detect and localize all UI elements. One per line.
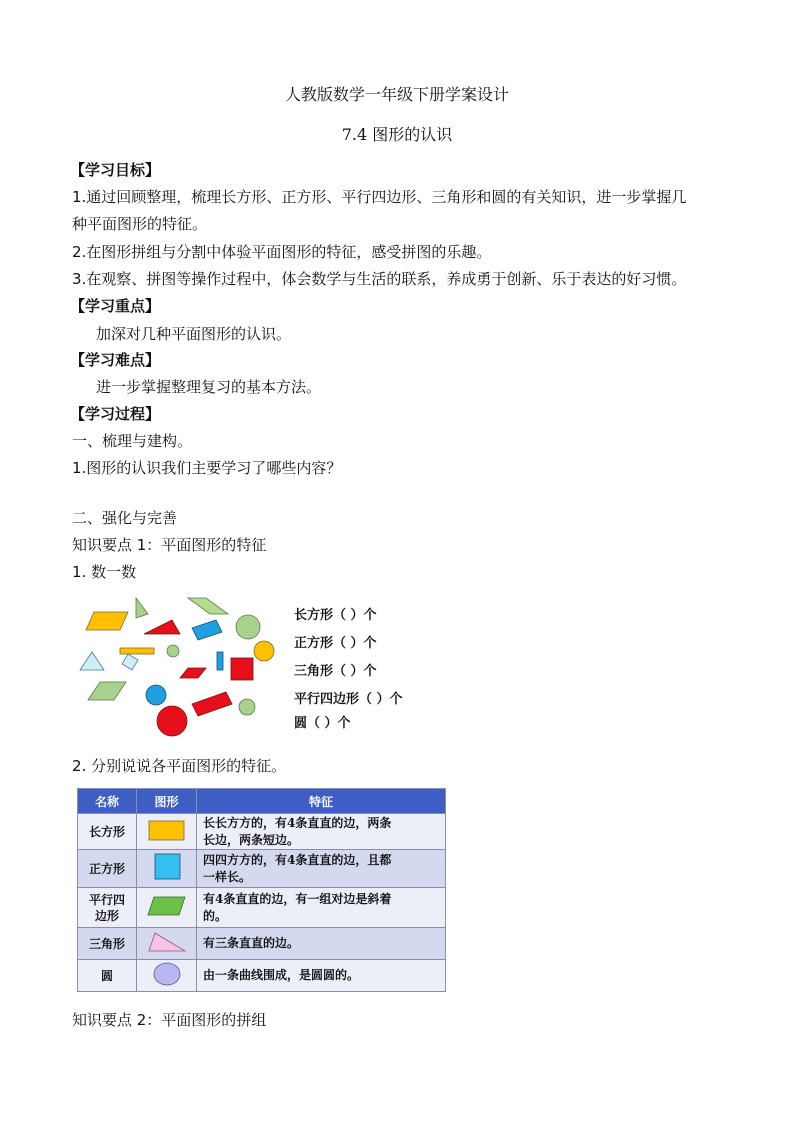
red-rect-tilted	[192, 692, 232, 716]
parallelogram-shape-icon	[145, 893, 189, 919]
rectangle-shape-icon	[147, 818, 187, 842]
row-name-text: 正方形	[88, 861, 125, 876]
red-circle	[157, 706, 187, 736]
table-row-parallelogram	[78, 888, 446, 928]
table-row-circle	[78, 960, 446, 992]
objective-1-line-2: 种平面图形的特征。	[72, 215, 208, 233]
count-parallelogram: 平行四边形（ ）个	[294, 692, 403, 707]
row-name	[78, 960, 137, 992]
question-1: 1.图形的认识我们主要学习了哪些内容？	[72, 459, 342, 477]
row-shape	[137, 960, 197, 992]
table-row-square	[78, 850, 446, 888]
green-parallelogram-bottom	[88, 682, 126, 700]
row-shape	[137, 888, 197, 928]
objective-3: 3.在观察、拼图等操作过程中，体会数学与生活的联系，养成勇于创新、乐于表达的好习惯。	[72, 270, 687, 288]
red-square	[231, 658, 253, 680]
row-name	[78, 850, 137, 888]
table-row-rectangle	[78, 814, 446, 850]
blue-circle	[146, 685, 166, 705]
question-2: 2. 分别说说各平面图形的特征。	[72, 757, 287, 775]
red-triangle	[144, 620, 180, 634]
row-name-text: 三角形	[88, 936, 125, 951]
triangle-shape-icon	[145, 929, 189, 955]
row-shape	[137, 850, 197, 888]
row-desc-line-1: 四四方方的，有4条直直的边，且都	[203, 852, 392, 867]
objectives-heading: 【学习目标】	[70, 161, 161, 179]
row-desc-line-1: 由一条曲线围成，是圆圆的。	[203, 968, 360, 982]
row-desc	[197, 960, 446, 992]
row-desc-line-1: 有三条直直的边。	[203, 936, 300, 950]
green-circle-bottom	[239, 699, 255, 715]
green-parallelogram-top	[188, 598, 228, 614]
light-blue-square-tilted	[122, 654, 138, 670]
row-shape	[137, 928, 197, 960]
document-subtitle: 7.4 图形的认识	[341, 125, 453, 144]
count-title: 1. 数一数	[72, 563, 137, 581]
circle-shape-icon	[145, 961, 189, 987]
row-desc-line-2: 的。	[203, 908, 228, 923]
header-feature: 特征	[197, 789, 446, 814]
table-row-triangle	[78, 928, 446, 960]
count-triangle: 三角形（ ）个	[294, 664, 377, 679]
feature-table	[77, 788, 446, 992]
knowledge-point-1: 知识要点 1：平面图形的特征	[72, 536, 267, 554]
difficulty-heading: 【学习难点】	[70, 351, 161, 369]
count-circle: 圆（ ）个	[294, 716, 351, 731]
key-point-text: 加深对几种平面图形的认识。	[96, 325, 292, 343]
count-rectangle: 长方形（ ）个	[294, 608, 377, 623]
green-circle-small	[167, 645, 179, 657]
objective-2: 2.在图形拼组与分割中体验平面图形的特征，感受拼图的乐趣。	[72, 243, 492, 261]
section-1-title: 一、梳理与建构。	[72, 432, 193, 450]
row-name	[78, 814, 137, 850]
row-desc	[197, 814, 446, 850]
light-blue-triangle	[80, 652, 104, 670]
square-shape-icon	[147, 852, 187, 882]
document-title: 人教版数学一年级下册学案设计	[284, 85, 509, 104]
row-desc	[197, 888, 446, 928]
row-desc-line-1: 有4条直直的边，有一组对边是斜着	[203, 891, 392, 906]
yellow-strip	[120, 648, 154, 654]
row-desc	[197, 850, 446, 888]
table-header-row	[78, 789, 446, 814]
knowledge-point-2: 知识要点 2：平面图形的拼组	[72, 1011, 267, 1029]
process-heading: 【学习过程】	[70, 405, 161, 423]
blue-rect-tilted	[192, 620, 222, 640]
key-point-heading: 【学习重点】	[70, 297, 161, 315]
yellow-parallelogram	[86, 612, 128, 630]
red-parallelogram	[180, 668, 206, 678]
blue-thin-rect	[217, 652, 223, 670]
row-desc-line-2: 一样长。	[203, 869, 252, 884]
header-shape: 图形	[137, 789, 197, 814]
section-2-title: 二、强化与完善	[72, 509, 178, 527]
row-name	[78, 888, 137, 928]
green-triangle-top	[136, 598, 148, 618]
objective-1-line-1: 1.通过回顾整理，梳理长方形、正方形、平行四边形、三角形和圆的有关知识，进一步掌握几	[72, 188, 687, 206]
row-name-line-1: 平行四	[88, 892, 125, 907]
difficulty-text: 进一步掌握整理复习的基本方法。	[96, 378, 322, 396]
row-name-line-2: 边形	[94, 908, 119, 923]
row-desc	[197, 928, 446, 960]
header-name: 名称	[78, 789, 137, 814]
row-name	[78, 928, 137, 960]
count-square: 正方形（ ）个	[294, 636, 377, 651]
green-circle-large	[236, 615, 260, 639]
row-desc-line-2: 长边，两条短边。	[203, 832, 300, 847]
yellow-circle	[254, 641, 274, 661]
row-shape	[137, 814, 197, 850]
row-name-text: 长方形	[88, 824, 125, 839]
shapes-illustration	[76, 592, 286, 742]
row-desc-line-1: 长长方方的，有4条直直的边，两条	[203, 815, 392, 830]
row-name-text: 圆	[100, 968, 113, 983]
